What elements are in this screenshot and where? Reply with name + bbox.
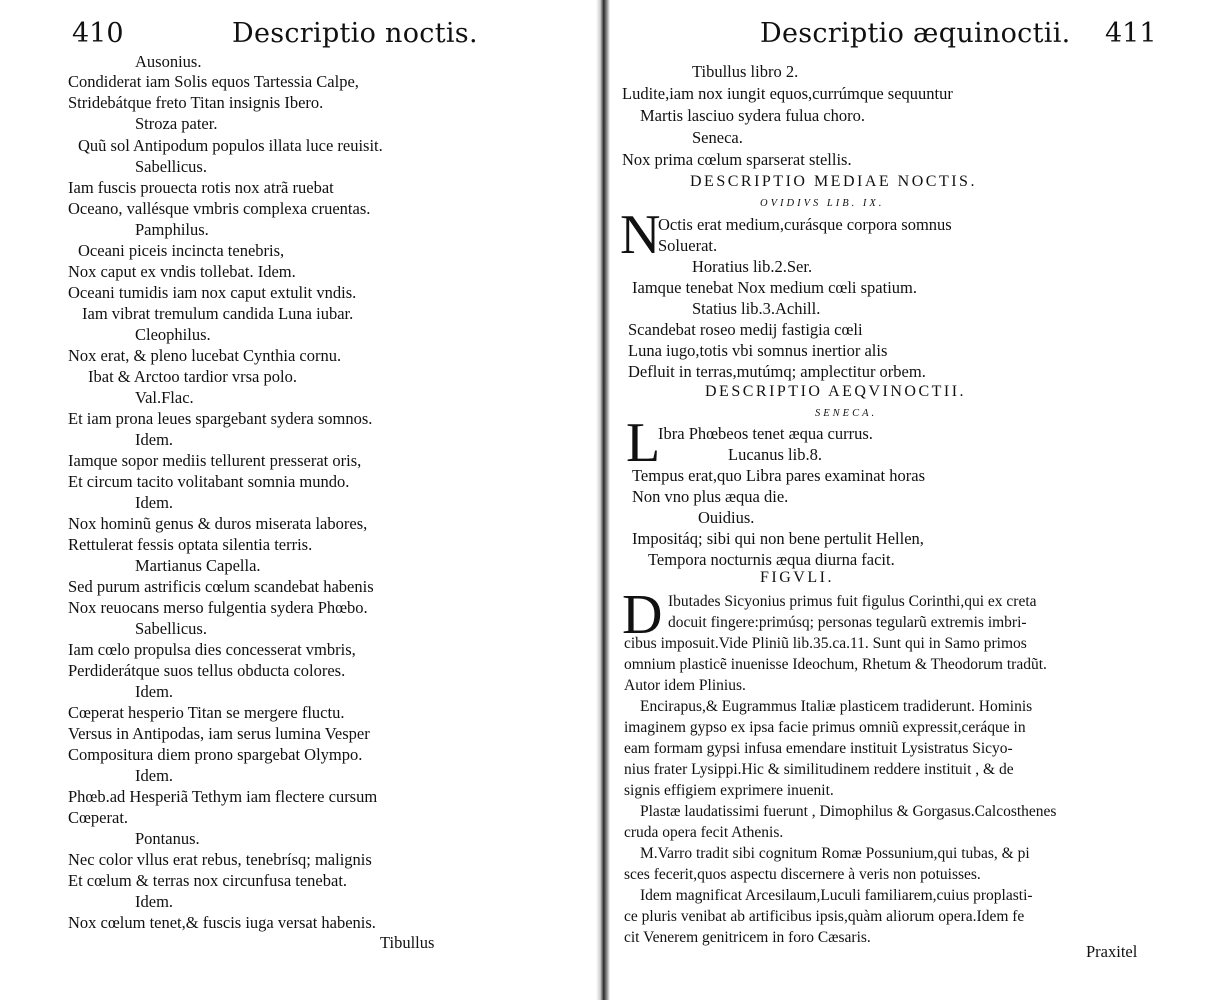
- text-line: Defluit in terras,mutúmq; amplectitur orbem.: [628, 362, 926, 381]
- text-line: Condiderat iam Solis equos Tartessia Calpe,: [68, 72, 359, 91]
- text-line: Compositura diem prono spargebat Olympo.: [68, 745, 363, 764]
- running-head-left: Descriptio noctis.: [232, 18, 478, 49]
- text-line: Encirapus,& Eugrammus Italiæ plasticem tradiderunt. Hominis: [640, 698, 1033, 715]
- text-line: Nox cœlum tenet,& fuscis iuga versat habenis.: [68, 913, 376, 932]
- text-line: ce pluris venibat ab artificibus ipsis,quàm aliorum opera.Idem fe: [624, 908, 1025, 925]
- heading-mediae-noctis: DESCRIPTIO MEDIAE NOCTIS.: [690, 173, 977, 190]
- text-line: Nox reuocans merso fulgentia sydera Phœbo.: [68, 598, 368, 617]
- right-page: [610, 0, 1212, 1000]
- text-line: Idem.: [135, 430, 174, 449]
- text-line: Ibra Phœbeos tenet æqua currus.: [658, 424, 873, 443]
- text-line: cruda opera fecit Athenis.: [624, 824, 784, 841]
- text-line: Idem magnificat Arcesilaum,Luculi familiarem,cuius proplasti-: [640, 887, 1033, 904]
- text-line: Perdiderátque suos tellus obducta colores.: [68, 661, 346, 680]
- text-line: Nox erat, & pleno lucebat Cynthia cornu.: [68, 346, 342, 365]
- text-line: Soluerat.: [658, 236, 718, 255]
- subheading-ovidius: OVIDIVS LIB. IX.: [760, 198, 885, 209]
- text-line: Ludite,iam nox iungit equos,currúmque sequuntur: [622, 84, 953, 103]
- text-line: sces fecerit,quos aspectu discernere à veris non potuisses.: [624, 866, 981, 883]
- text-line: docuit fingere:primúsq; personas tegularũ extremis imbri-: [668, 614, 1027, 631]
- text-line: Lucanus lib.8.: [728, 445, 822, 464]
- drop-initial-d: D: [622, 584, 663, 646]
- text-line: Impositáq; sibi qui non bene pertulit Hellen,: [632, 529, 924, 548]
- text-line: Stridebátque freto Titan insignis Ibero.: [68, 93, 324, 112]
- text-line: Sed purum astrificis cœlum scandebat habenis: [68, 577, 374, 596]
- text-line: M.Varro tradit sibi cognitum Romæ Possunium,qui tubas, & pi: [640, 845, 1030, 862]
- text-line: Val.Flac.: [135, 388, 194, 407]
- text-line: Idem.: [135, 682, 174, 701]
- text-line: imaginem gypso ex ipsa facie primus omniũ expressit,ceráque in: [624, 719, 1026, 736]
- text-line: Autor idem Plinius.: [624, 677, 746, 694]
- text-line: Iamque sopor mediis tellurent presserat oris,: [68, 451, 362, 470]
- text-line: Luna iugo,totis vbi somnus inertior alis: [628, 341, 888, 360]
- text-line: Oceano, vallésque vmbris complexa cruentas.: [68, 199, 371, 218]
- text-line: eam formam gypsi infusa emendare instituit Lysistratus Sicyo-: [624, 740, 1013, 757]
- text-line: Nox hominũ genus & duros miserata labores,: [68, 514, 368, 533]
- text-line: Phœb.ad Hesperiã Tethym iam flectere cursum: [68, 787, 378, 806]
- left-page: [0, 0, 596, 1000]
- text-line: Stroza pater.: [135, 114, 218, 133]
- text-line: Horatius lib.2.Ser.: [692, 257, 813, 276]
- heading-figuli: FIGVLI.: [760, 569, 834, 586]
- text-line: Martis lasciuo sydera fulua choro.: [640, 106, 865, 125]
- text-line: Martianus Capella.: [135, 556, 261, 575]
- text-line: Et iam prona leues spargebant sydera somnos.: [68, 409, 373, 428]
- text-line: Iam vibrat tremulum candida Luna iubar.: [82, 304, 354, 323]
- text-line: Tibullus: [380, 933, 435, 952]
- text-line: Sabellicus.: [135, 157, 207, 176]
- catchword: Praxitel: [1086, 942, 1138, 961]
- text-line: Pontanus.: [135, 829, 200, 848]
- text-line: Plastæ laudatissimi fuerunt , Dimophilus & Gorgasus.Calcosthenes: [640, 803, 1057, 820]
- text-line: Versus in Antipodas, iam serus lumina Vesper: [68, 724, 370, 743]
- text-line: nius frater Lysippi.Hic & similitudinem reddere instituit , & de: [624, 761, 1014, 778]
- text-line: Ibat & Arctoo tardior vrsa polo.: [88, 367, 297, 386]
- drop-initial-l: L: [626, 412, 661, 474]
- text-line: cit Venerem genitricem in foro Cæsaris.: [624, 929, 871, 946]
- book-gutter: [596, 0, 610, 1000]
- subheading-seneca: SENECA.: [815, 408, 878, 419]
- text-line: Idem.: [135, 892, 174, 911]
- text-line: omnium plasticẽ inuenisse Ideochum, Rhetum & Theodorum tradũt.: [624, 656, 1047, 673]
- text-line: Non vno plus æqua die.: [632, 487, 789, 506]
- text-line: signis effigiem exprimere inuenit.: [624, 782, 834, 799]
- page-number-left: 410: [72, 18, 124, 49]
- running-head-right: Descriptio æquinoctii.: [760, 18, 1071, 49]
- text-line: Cœperat.: [68, 808, 129, 827]
- heading-aequinoctii: DESCRIPTIO AEQVINOCTII.: [705, 383, 967, 400]
- text-line: Quũ sol Antipodum populos illata luce reuisit.: [78, 136, 383, 155]
- text-line: Iamque tenebat Nox medium cœli spatium.: [632, 278, 918, 297]
- text-line: Nec color vllus erat rebus, tenebrísq; malignis: [68, 850, 372, 869]
- text-line: Scandebat roseo medij fastigia cœli: [628, 320, 863, 339]
- text-line: Ibutades Sicyonius primus fuit figulus Corinthi,qui ex creta: [668, 593, 1037, 610]
- text-line: Seneca.: [692, 128, 743, 147]
- text-line: Pamphilus.: [135, 220, 209, 239]
- text-line: Iam fuscis prouecta rotis nox atrã ruebat: [68, 178, 334, 197]
- text-line: Cœperat hesperio Titan se mergere fluctu.: [68, 703, 345, 722]
- text-line: cibus imposuit.Vide Pliniũ lib.35.ca.11. Sunt qui in Samo primos: [624, 635, 1027, 652]
- drop-initial-n: N: [620, 204, 661, 266]
- text-line: Nox prima cœlum sparserat stellis.: [622, 150, 852, 169]
- text-line: Octis erat medium,curásque corpora somnus: [658, 215, 952, 234]
- text-line: Idem.: [135, 493, 174, 512]
- text-line: Cleophilus.: [135, 325, 211, 344]
- text-line: Oceani piceis incincta tenebris,: [78, 241, 285, 260]
- text-line: Et cœlum & terras nox circunfusa tenebat.: [68, 871, 348, 890]
- page-number-right: 411: [1105, 18, 1157, 49]
- text-line: Statius lib.3.Achill.: [692, 299, 821, 318]
- text-line: Iam cœlo propulsa dies concesserat vmbris,: [68, 640, 356, 659]
- text-line: Rettulerat fessis optata silentia terris.: [68, 535, 313, 554]
- text-line: Sabellicus.: [135, 619, 207, 638]
- text-line: Tempora nocturnis æqua diurna facit.: [648, 550, 895, 569]
- text-line: Tibullus libro 2.: [692, 62, 799, 81]
- text-line: Tempus erat,quo Libra pares examinat horas: [632, 466, 925, 485]
- text-line: Ausonius.: [135, 52, 202, 71]
- text-line: Nox caput ex vndis tollebat. Idem.: [68, 262, 296, 281]
- text-line: Oceani tumidis iam nox caput extulit vndis.: [68, 283, 357, 302]
- text-line: Ouidius.: [698, 508, 755, 527]
- text-line: Et circum tacito volitabant somnia mundo.: [68, 472, 350, 491]
- text-line: Idem.: [135, 766, 174, 785]
